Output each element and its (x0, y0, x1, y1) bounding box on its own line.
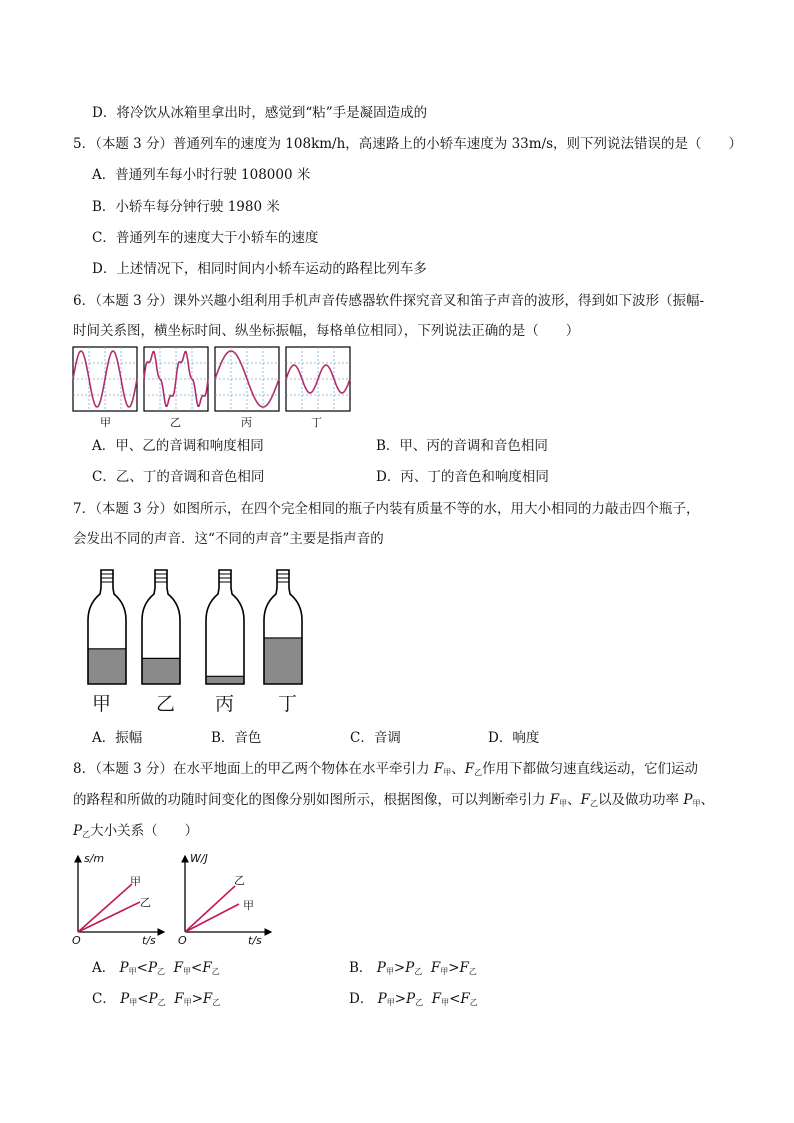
graph2-label-yi: 乙 (234, 874, 245, 887)
q6-stem-line1: 6．（本题 3 分）课外兴趣小组利用手机声音传感器软件探究音叉和笛子声音的波形，得到如下波形（振幅- (73, 293, 705, 309)
graph1-line-yi (78, 902, 140, 932)
graph2-xlabel: t/s (248, 934, 262, 947)
bottle-bing (206, 570, 244, 684)
q8-option-a: A． $P_甲<P_乙$ $F_甲<F_乙$ (92, 960, 220, 976)
q6-option-b: B．甲、丙的音调和音色相同 (376, 438, 548, 454)
q8-stem-line3: $P_乙$大小关系（ ） (73, 823, 199, 839)
bottle-group (88, 570, 302, 684)
q6-option-d: D．丙、丁的音色和响度相同 (376, 469, 549, 485)
wave-label-ding: 丁 (311, 416, 322, 429)
q5-option-c: C．普通列车的速度大于小轿车的速度 (92, 230, 319, 246)
water-bing (206, 676, 244, 684)
graph2-line-yi (185, 886, 235, 932)
wave-label-yi: 乙 (170, 416, 181, 429)
wave-label-jia: 甲 (100, 416, 111, 429)
q7-bottles-figure (82, 568, 312, 688)
water-yi (142, 658, 180, 684)
graph1-label-jia: 甲 (130, 875, 141, 888)
q8-option-b: B． $P_甲>P_乙$ $F_甲>F_乙$ (349, 960, 477, 976)
q5-option-d: D．上述情况下，相同时间内小轿车运动的路程比列车多 (92, 261, 427, 277)
q4-option-d: D．将冷饮从冰箱里拿出时，感觉到“粘”手是凝固造成的 (92, 105, 428, 121)
water-jia (88, 649, 126, 684)
graph1-ylabel: s/m (84, 852, 105, 865)
q7-option-c: C．音调 (350, 730, 401, 746)
q5-option-a: A．普通列车每小时行驶 108000 米 (92, 167, 311, 183)
graph1-xlabel: t/s (142, 934, 156, 947)
q8-option-c: C． $P_甲<P_乙$ $F_甲>F_乙$ (92, 991, 221, 1007)
q7-stem-line2: 会发出不同的声音．这“不同的声音”主要是指声音的 (73, 531, 384, 547)
q7-stem-line1: 7．（本题 3 分）如图所示，在四个完全相同的瓶子内装有质量不等的水，用大小相同的力敲击四个瓶子， (73, 501, 700, 517)
q5-option-b: B．小轿车每分钟行驶 1980 米 (92, 199, 280, 215)
graph1-origin: O (72, 934, 81, 947)
q6-option-a: A．甲、乙的音调和响度相同 (92, 438, 264, 454)
graph1-line-jia (78, 884, 132, 932)
bottle-label-ding: 丁 (278, 693, 298, 715)
q6-stem-line2: 时间关系图，横坐标时间、纵坐标振幅，每格单位相同），下列说法正确的是（ ） (73, 323, 580, 339)
wave-label-bing: 丙 (241, 416, 252, 429)
q6-option-c: C．乙、丁的音调和音色相同 (92, 469, 265, 485)
bottle-label-bing: 丙 (215, 693, 235, 715)
q8-option-d: D． $P_甲>P_乙$ $F_甲<F_乙$ (349, 991, 478, 1007)
q7-option-b: B．音色 (211, 730, 262, 746)
q5-stem: 5．（本题 3 分）普通列车的速度为 108km/h，高速路上的小轿车速度为 33m/s，则下列说法错误的是（ ） (73, 136, 743, 152)
q8-stem-line1: 8．（本题 3 分）在水平地面上的甲乙两个物体在水平牵引力 $F_甲$、$F_乙$作用下都做匀速直线运动，它们运动 (73, 761, 699, 777)
q7-option-a: A．振幅 (92, 730, 143, 746)
bottle-label-yi: 乙 (156, 693, 176, 715)
waveform-panels (73, 347, 350, 411)
graph2-ylabel: W/J (190, 852, 208, 865)
graph2-origin: O (178, 934, 187, 947)
bottle-label-jia: 甲 (92, 693, 112, 715)
graph2-label-jia: 甲 (243, 899, 254, 912)
q8-stem-line2: 的路程和所做的功随时间变化的图像分别如图所示，根据图像，可以判断牵引力 $F_甲$、$F_乙$以及做功功率 $P_甲$、 (73, 792, 714, 808)
graph1-label-yi: 乙 (140, 896, 151, 909)
q8-graph-w-t (177, 850, 277, 950)
water-ding (264, 638, 302, 684)
q7-option-d: D．响度 (488, 730, 540, 746)
